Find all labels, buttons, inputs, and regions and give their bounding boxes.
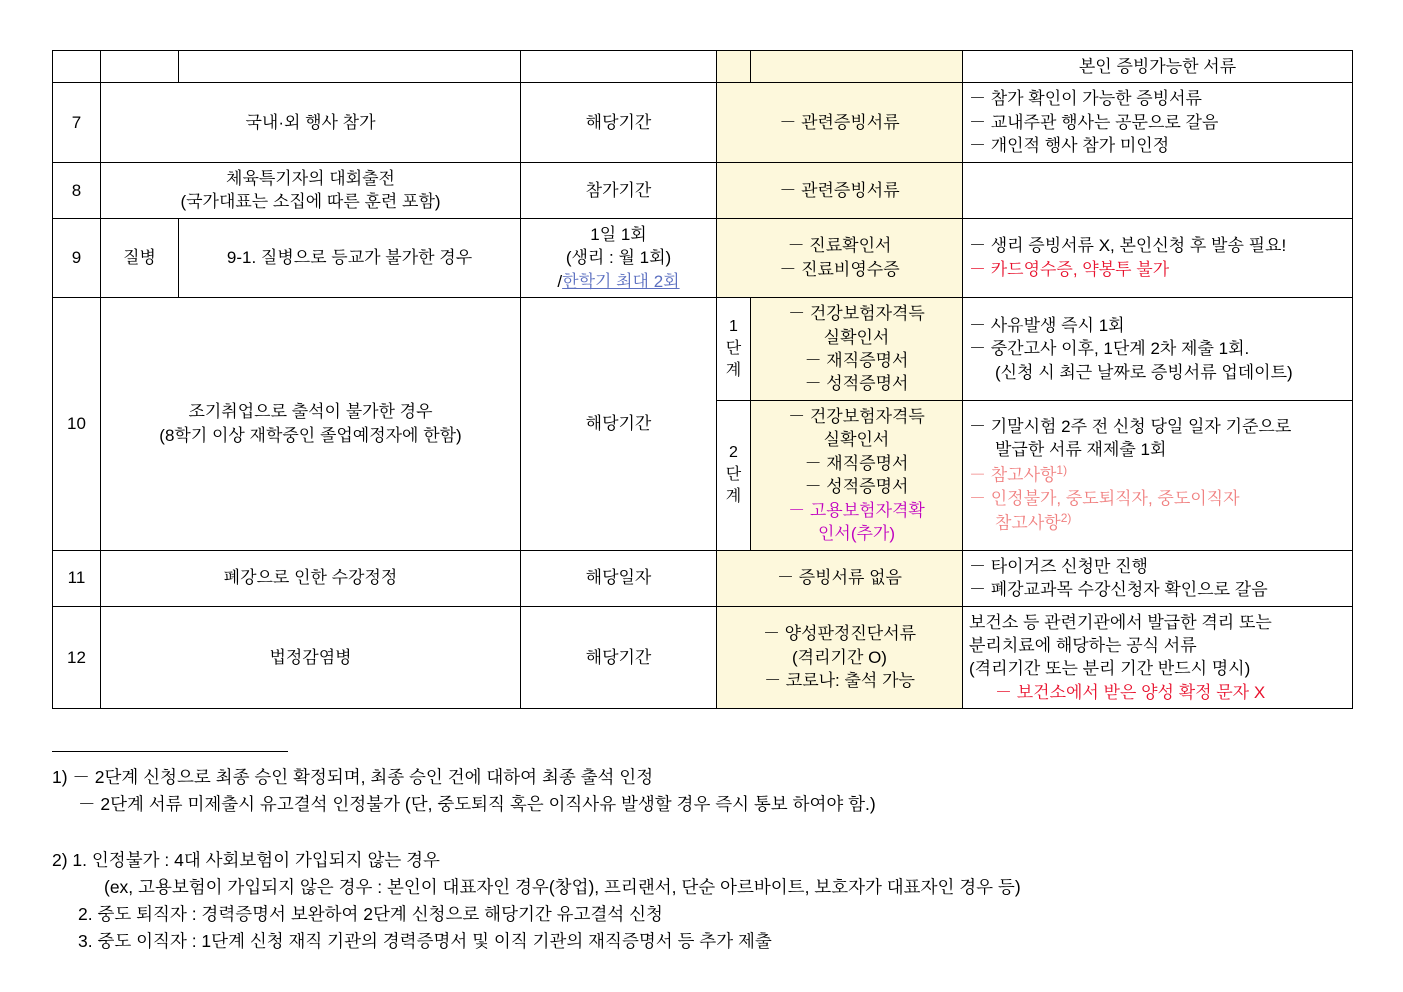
header-stage — [717, 51, 751, 83]
row-docs — [717, 606, 963, 709]
docs-line: － 진료비영수증 — [779, 259, 900, 279]
notes-line: － 기말시험 2주 전 신청 당일 일자 기준으로 — [969, 416, 1292, 436]
row-docs — [717, 218, 963, 297]
row-title: 폐강으로 인한 수강정정 — [101, 550, 521, 606]
row-period: 해당기간 — [521, 83, 717, 162]
footnote-spacer — [52, 825, 1352, 847]
docs-line-extra: － 고용보험자격확 — [788, 500, 925, 520]
title-line: 조기취업으로 출석이 불가한 경우 — [188, 402, 433, 422]
stage-1-docs — [751, 298, 963, 401]
row-period: 해당기간 — [521, 298, 717, 551]
notes-line: － 참가 확인이 가능한 증빙서류 — [969, 89, 1202, 109]
footnote-divider — [52, 751, 288, 752]
title-line: 체육특기자의 대회출전 — [226, 168, 395, 188]
notes-ref-sup: 1) — [1056, 462, 1068, 477]
notes-line-ref — [969, 510, 1346, 535]
notes-line: 발급한 서류 재제출 1회 — [995, 440, 1167, 460]
title-line: (국가대표는 소집에 따른 훈련 포함) — [180, 192, 441, 212]
notes-line: － 교내주관 행사는 공문으로 갈음 — [969, 112, 1219, 132]
notes-line: － 타이거즈 신청만 진행 — [969, 556, 1148, 576]
header-title — [179, 51, 521, 83]
docs-line: － 진료확인서 — [787, 236, 892, 256]
row-notes — [963, 83, 1353, 162]
notes-ref-text: － 참고사항 — [969, 465, 1057, 485]
attendance-proof-table — [52, 50, 1353, 709]
period-line-underlined — [527, 270, 710, 293]
period-line: 1일 1회 — [590, 224, 647, 244]
row-notes — [963, 606, 1353, 709]
row-category: 질병 — [101, 218, 179, 297]
notes-line: － 폐강교과목 수강신청자 확인으로 갈음 — [969, 580, 1268, 600]
row-notes — [963, 218, 1353, 297]
row-notes — [963, 162, 1353, 218]
row-docs — [717, 550, 963, 606]
notes-line: － 생리 증빙서류 X, 본인신청 후 발송 필요! — [969, 236, 1287, 256]
period-underlined: 한학기 최대 2회 — [562, 271, 680, 291]
row-title: 9-1. 질병으로 등교가 불가한 경우 — [179, 218, 521, 297]
stage-2-docs — [751, 400, 963, 550]
table-row — [53, 218, 1353, 297]
header-docs — [751, 51, 963, 83]
row-docs — [717, 162, 963, 218]
docs-line: － 관련증빙서류 — [779, 180, 900, 200]
table-row — [53, 606, 1353, 709]
row-no: 8 — [53, 162, 101, 218]
row-no: 9 — [53, 218, 101, 297]
stage-1-label: 1 단 계 — [717, 298, 751, 401]
row-docs — [717, 83, 963, 162]
period-line: (생리 : 월 1회) — [565, 248, 672, 268]
docs-line: － 양성판정진단서류 — [762, 624, 917, 644]
notes-line-ref — [969, 462, 1346, 487]
docs-line: － 성적증명서 — [804, 477, 909, 497]
header-no — [53, 51, 101, 83]
table-header-row — [53, 51, 1353, 83]
docs-line: － 성적증명서 — [804, 374, 909, 394]
notes-line-warning: － 보건소에서 받은 양성 확정 문자 X — [995, 682, 1266, 702]
footnote-1 — [52, 764, 1352, 818]
stage-1-notes — [963, 298, 1353, 401]
row-title — [101, 298, 521, 551]
docs-line: － 재직증명서 — [804, 350, 909, 370]
notes-line: 보건소 등 관련기관에서 발급한 격리 또는 — [969, 612, 1272, 632]
docs-line-extra: 인서(추가) — [817, 524, 895, 544]
row-title: 법정감염병 — [101, 606, 521, 709]
docs-line: － 코로나: 출석 가능 — [764, 671, 915, 691]
header-notes: 본인 증빙가능한 서류 — [963, 51, 1353, 83]
docs-line: － 관련증빙서류 — [779, 112, 900, 132]
footnote-line: 2) 1. 인정불가 : 4대 사회보험이 가입되지 않는 경우 — [52, 849, 440, 870]
row-no: 10 — [53, 298, 101, 551]
docs-line: － 증빙서류 없음 — [777, 568, 902, 588]
notes-line: 분리치료에 해당하는 공식 서류 — [969, 635, 1197, 655]
footnotes-section — [52, 751, 1352, 955]
notes-line: － 개인적 행사 참가 미인정 — [969, 136, 1170, 156]
stage-2-notes — [963, 400, 1353, 550]
footnote-line: 3. 중도 이직자 : 1단계 신청 재직 기관의 경력증명서 및 이직 기관의 재직증명서 등 추가 제출 — [78, 930, 772, 951]
row-title: 국내·외 행사 참가 — [101, 83, 521, 162]
table-row — [53, 162, 1353, 218]
docs-line: (격리기간 O) — [792, 647, 887, 667]
period-prefix: / — [557, 271, 563, 291]
docs-line: 실확인서 — [823, 327, 890, 347]
footnote-line: 1) － 2단계 신청으로 최종 승인 확정되며, 최종 승인 건에 대하여 최종 출석 인정 — [52, 767, 654, 788]
notes-line: (격리기간 또는 분리 기간 반드시 명시) — [969, 659, 1251, 679]
row-no: 7 — [53, 83, 101, 162]
row-notes — [963, 550, 1353, 606]
docs-line: － 건강보험자격득 — [788, 304, 925, 324]
notes-ref-text: 참고사항 — [995, 514, 1061, 534]
row-period: 참가기간 — [521, 162, 717, 218]
row-no: 11 — [53, 550, 101, 606]
footnote-line: (ex, 고용보험이 가입되지 않은 경우 : 본인이 대표자인 경우(창업), 프리랜서, 단순 아르바이트, 보호자가 대표자인 경우 등) — [104, 876, 1021, 897]
stage-2-label: 2 단 계 — [717, 400, 751, 550]
footnote-line: － 2단계 서류 미제출시 유고결석 인정불가 (단, 중도퇴직 혹은 이직사유 발생할 경우 즉시 통보 하여야 함.) — [78, 794, 876, 815]
docs-line: － 재직증명서 — [804, 453, 909, 473]
footnote-2 — [52, 847, 1352, 956]
table-row — [53, 83, 1353, 162]
header-category — [101, 51, 179, 83]
notes-line-warning: － 카드영수증, 약봉투 불가 — [969, 259, 1170, 279]
docs-line: － 건강보험자격득 — [788, 406, 925, 426]
notes-line-ref: － 인정불가, 중도퇴직자, 중도이직자 — [969, 488, 1240, 508]
header-period — [521, 51, 717, 83]
table-row — [53, 550, 1353, 606]
notes-line: (신청 시 최근 날짜로 증빙서류 업데이트) — [995, 362, 1293, 382]
row-period: 해당일자 — [521, 550, 717, 606]
notes-line: － 중간고사 이후, 1단계 2차 제출 1회. — [969, 339, 1250, 359]
notes-ref-sup: 2) — [1060, 511, 1072, 526]
notes-line: － 사유발생 즉시 1회 — [969, 315, 1125, 335]
row-period — [521, 218, 717, 297]
docs-line: 실확인서 — [823, 430, 890, 450]
footnote-line: 2. 중도 퇴직자 : 경력증명서 보완하여 2단계 신청으로 해당기간 유고결석 신청 — [78, 903, 663, 924]
row-title — [101, 162, 521, 218]
title-line: (8학기 이상 재학중인 졸업예정자에 한함) — [159, 425, 462, 445]
row-no: 12 — [53, 606, 101, 709]
table-row — [53, 298, 1353, 401]
row-period: 해당기간 — [521, 606, 717, 709]
